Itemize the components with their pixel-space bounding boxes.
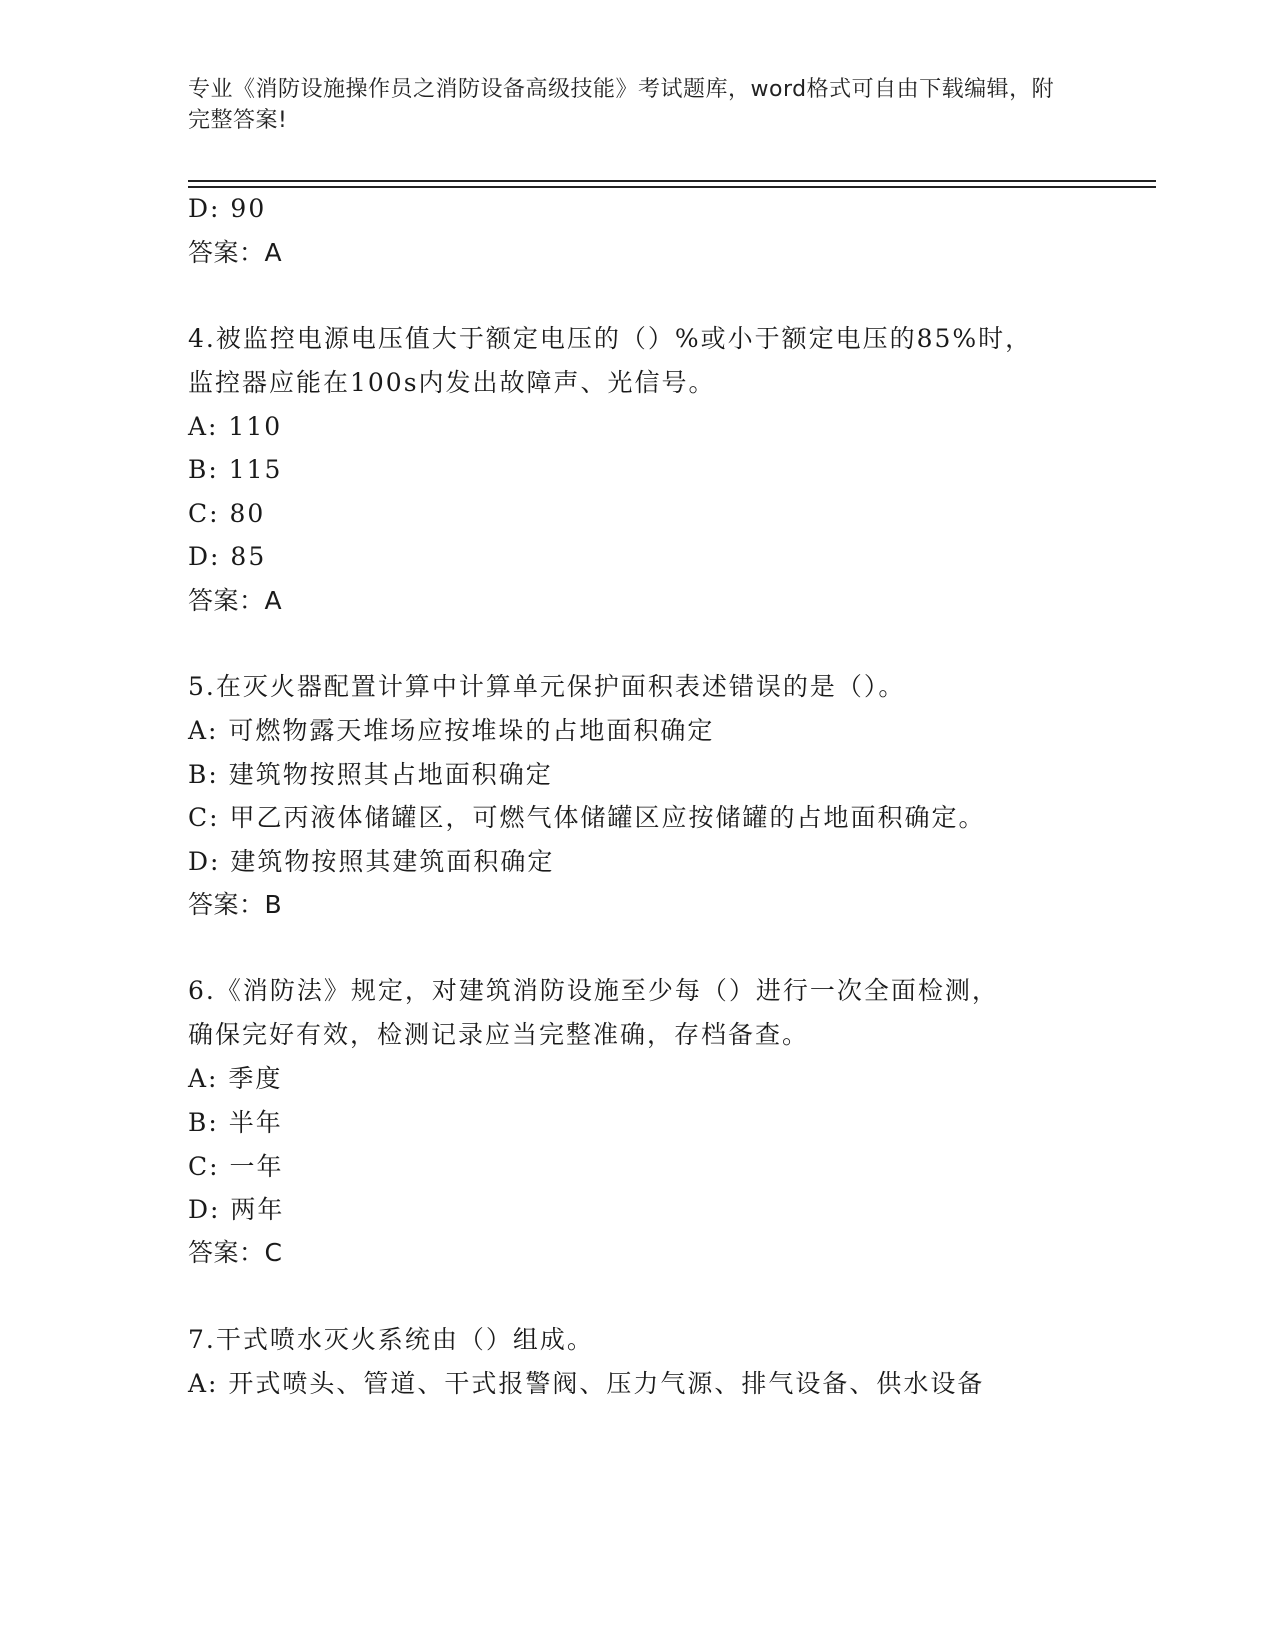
question-6-option-a: A: 季度 <box>188 1064 283 1093</box>
header-rule-top <box>188 180 1156 182</box>
document-header: 专业《消防设施操作员之消防设备高级技能》考试题库，word格式可自由下载编辑，附完整答案! <box>188 77 1055 133</box>
question-7-text-line1: 7.干式喷水灭火系统由（）组成。 <box>188 1325 594 1354</box>
question-5-option-a: A: 可燃物露天堆场应按堆垛的占地面积确定 <box>188 716 715 745</box>
question-5-text-line1: 5.在灭火器配置计算中计算单元保护面积表述错误的是（）。 <box>188 672 906 701</box>
answer-label: 答案：A <box>188 238 283 267</box>
question-5-answer: 答案：B <box>188 890 283 919</box>
question-6-option-c: C: 一年 <box>188 1152 284 1181</box>
question-4-text-line1: 4.被监控电源电压值大于额定电压的（）%或小于额定电压的85%时， <box>188 324 1033 353</box>
question-4-text-line2: 监控器应能在100s内发出故障声、光信号。 <box>188 368 716 397</box>
question-5-option-d: D: 建筑物按照其建筑面积确定 <box>188 847 555 876</box>
option-d: D: 90 <box>188 194 267 223</box>
question-6-answer: 答案：C <box>188 1238 283 1267</box>
question-4-option-a: A: 110 <box>188 412 283 441</box>
question-4-option-d: D: 85 <box>188 542 267 571</box>
question-7-option-a: A: 开式喷头、管道、干式报警阀、压力气源、排气设备、供水设备 <box>188 1369 985 1398</box>
question-6-option-d: D: 两年 <box>188 1195 285 1224</box>
question-6-text-line2: 确保完好有效，检测记录应当完整准确，存档备查。 <box>188 1020 810 1049</box>
question-4-answer: 答案：A <box>188 586 283 615</box>
question-6-option-b: B: 半年 <box>188 1108 283 1137</box>
header-rule-bottom <box>188 186 1156 188</box>
question-4-option-c: C: 80 <box>188 499 266 528</box>
question-5-option-b: B: 建筑物按照其占地面积确定 <box>188 760 553 789</box>
question-5-option-c: C: 甲乙丙液体储罐区，可燃气体储罐区应按储罐的占地面积确定。 <box>188 803 986 832</box>
question-4-option-b: B: 115 <box>188 455 283 484</box>
question-6-text-line1: 6.《消防法》规定，对建筑消防设施至少每（）进行一次全面检测， <box>188 976 999 1005</box>
